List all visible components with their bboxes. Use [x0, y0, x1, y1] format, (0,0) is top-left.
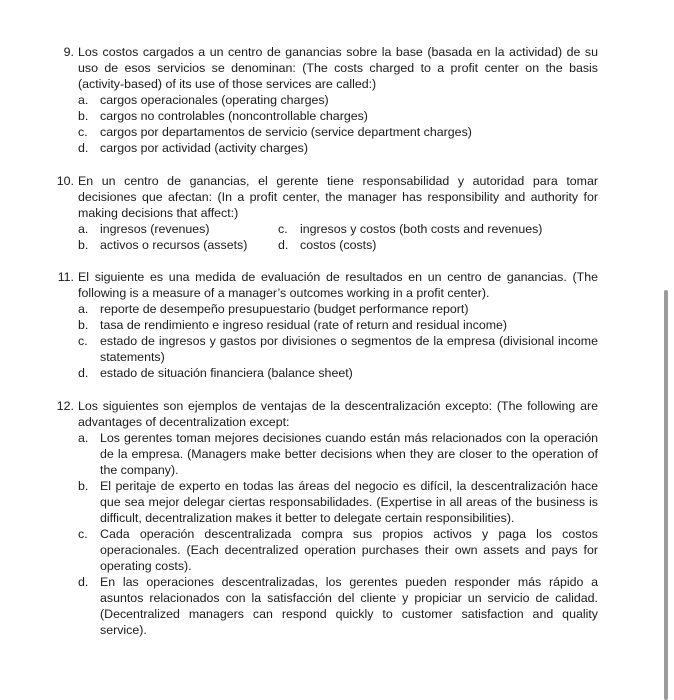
option-grid [78, 221, 598, 253]
option-d [78, 365, 598, 381]
option-letter: d. [78, 575, 89, 589]
option-text: cargos por departamentos de servicio (service department charges) [100, 125, 472, 139]
question-9 [46, 44, 598, 156]
option-text: reporte de desempeño presupuestario (budget performance report) [100, 302, 469, 316]
option-b [78, 317, 598, 333]
option-c [78, 333, 598, 365]
option-b [78, 108, 598, 124]
option-a [78, 221, 278, 237]
question-text: Los siguientes son ejemplos de ventajas de la descentralización excepto: (The following are advantages of decentralization except: [78, 399, 598, 429]
option-letter: a. [78, 302, 89, 316]
option-letter: d. [78, 141, 89, 155]
option-a [78, 92, 598, 108]
option-text: activos o recursos (assets) [100, 238, 248, 252]
question-number: 10. [56, 174, 74, 188]
option-text: costos (costs) [300, 238, 377, 252]
question-10 [46, 173, 598, 253]
option-d [278, 237, 598, 253]
option-a [78, 301, 598, 317]
option-letter: c. [78, 527, 88, 541]
option-letter: a. [78, 93, 89, 107]
option-letter: a. [78, 431, 89, 445]
question-text: Los costos cargados a un centro de ganancias sobre la base (basada en la actividad) de su uso de esos servicios se denominan: (The costs charged to a profit center on the basis (activity-based) of its use of those services are called:) [78, 45, 598, 91]
option-text: El peritaje de experto en todas las áreas del negocio es difícil, la descentralización hace que sea mejor delegar ciertas responsabilidades. (Expertise in all areas of the business is difficult, decentralization makes it better to delegate certain responsibilities). [100, 479, 598, 525]
option-a [78, 430, 598, 478]
option-list [78, 92, 598, 156]
option-c [78, 124, 598, 140]
option-letter: b. [78, 479, 89, 493]
option-text: estado de ingresos y gastos por divisiones o segmentos de la empresa (divisional income statements) [100, 334, 598, 364]
option-c [78, 526, 598, 574]
question-12 [46, 398, 598, 638]
option-letter: c. [78, 125, 88, 139]
vertical-scrollbar[interactable] [664, 290, 668, 700]
option-d [78, 140, 598, 156]
question-text: El siguiente es una medida de evaluación de resultados en un centro de ganancias. (The following is a measure of a manager’s outcomes working in a profit center). [78, 270, 598, 300]
option-letter: c. [78, 334, 88, 348]
option-text: Los gerentes toman mejores decisiones cuando están más relacionados con la operación de la empresa. (Managers make better decisions when they are closer to the operation of the company). [100, 431, 598, 477]
option-letter: b. [78, 238, 89, 252]
option-c [278, 221, 598, 237]
option-letter: c. [278, 222, 288, 236]
question-11 [46, 269, 598, 381]
option-text: ingresos y costos (both costs and revenues) [300, 222, 543, 236]
option-letter: a. [78, 222, 89, 236]
option-text: Cada operación descentralizada compra sus propios activos y paga los costos operacionales. (Each decentralized operation purchases their own assets and pays for operating costs). [100, 527, 598, 573]
question-number: 12. [56, 399, 74, 413]
option-text: tasa de rendimiento e ingreso residual (rate of return and residual income) [100, 318, 508, 332]
option-list [78, 301, 598, 381]
option-text: cargos por actividad (activity charges) [100, 141, 308, 155]
option-letter: d. [278, 238, 289, 252]
option-letter: b. [78, 109, 89, 123]
option-text: En las operaciones descentralizadas, los gerentes pueden responder más rápido a asuntos relacionados con la satisfacción del cliente y propiciar un servicio de calidad. (Decentralized managers can respond quickly to customer satisfaction and quality service). [100, 575, 598, 637]
question-number: 9. [63, 45, 74, 59]
option-text: ingresos (revenues) [100, 222, 210, 236]
option-d [78, 574, 598, 638]
option-letter: d. [78, 366, 89, 380]
option-letter: b. [78, 318, 89, 332]
option-list [78, 430, 598, 638]
option-text: cargos no controlables (noncontrollable charges) [100, 109, 368, 123]
option-text: estado de situación financiera (balance sheet) [100, 366, 353, 380]
option-b [78, 237, 278, 253]
question-text: En un centro de ganancias, el gerente tiene responsabilidad y autoridad para tomar decisiones que afectan: (In a profit center, the manager has responsibility and authority for making decisions that affect:) [78, 174, 598, 220]
question-number: 11. [57, 270, 74, 284]
option-text: cargos operacionales (operating charges) [100, 93, 329, 107]
option-b [78, 478, 598, 526]
